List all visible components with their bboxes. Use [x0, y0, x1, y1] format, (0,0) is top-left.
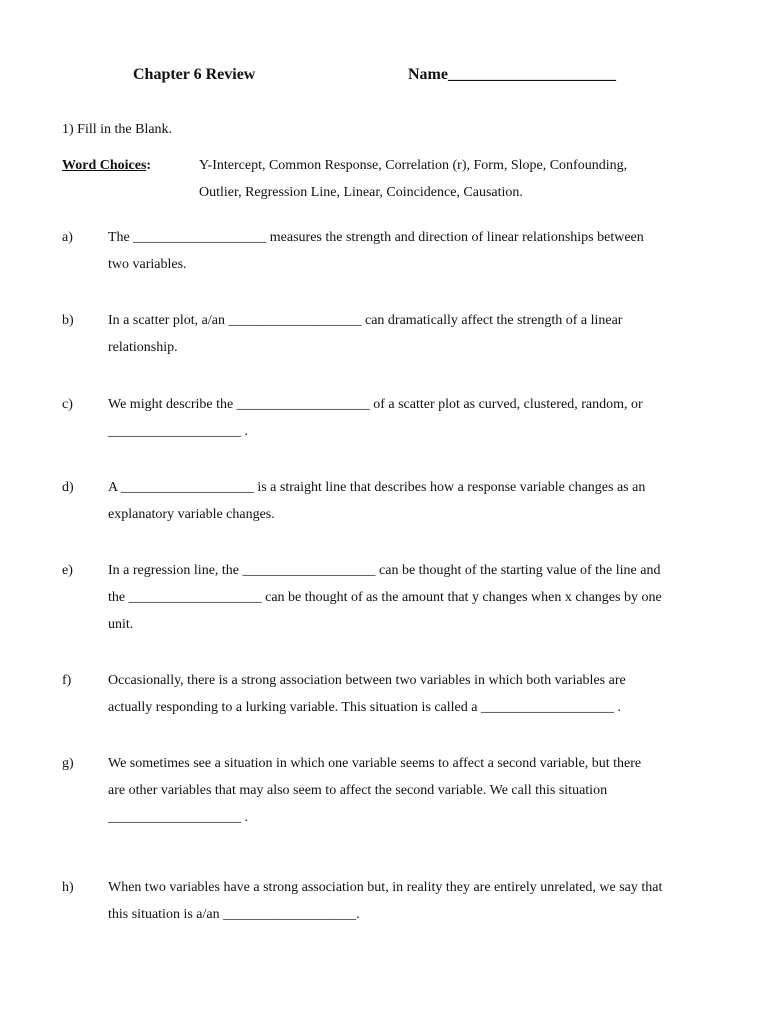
question-b-marker: b): [62, 313, 74, 328]
word-choices-label-group: [62, 158, 151, 174]
section-heading: 1) Fill in the Blank.: [62, 122, 173, 137]
question-g-marker: g): [62, 756, 74, 771]
word-choices-line-2: Outlier, Regression Line, Linear, Coincidence, Causation.: [199, 185, 523, 200]
question-g-line-1: We sometimes see a situation in which one variable seems to affect a second variable, but there: [108, 756, 642, 771]
question-h-marker: h): [62, 880, 74, 895]
question-f-line-1: Occasionally, there is a strong association between two variables in which both variables are: [108, 673, 626, 688]
question-d-line-2: explanatory variable changes.: [108, 507, 275, 522]
question-c-line-1: We might describe the ___________________ of a scatter plot as curved, clustered, random, or: [108, 397, 643, 412]
question-d-line-1: A ___________________ is a straight line that describes how a response variable changes as an: [108, 480, 646, 495]
question-c-marker: c): [62, 397, 73, 412]
question-h-line-1: When two variables have a strong association but, in reality they are entirely unrelated, we say that: [108, 880, 663, 895]
question-a-marker: a): [62, 230, 73, 245]
question-f-marker: f): [62, 673, 72, 688]
question-h-line-2: this situation is a/an ___________________.: [108, 907, 360, 922]
question-e-marker: e): [62, 563, 73, 578]
question-c-line-2: ___________________ .: [108, 424, 248, 439]
name-field[interactable]: Name_____________________: [408, 66, 616, 83]
word-choices-colon: :: [146, 158, 152, 173]
word-choices-line-1: Y-Intercept, Common Response, Correlation (r), Form, Slope, Confounding,: [199, 158, 628, 173]
question-d-marker: d): [62, 480, 74, 495]
page-title: Chapter 6 Review: [133, 66, 256, 83]
question-e-line-2: the ___________________ can be thought of as the amount that y changes when x changes by one: [108, 590, 662, 605]
question-g-line-3: ___________________ .: [108, 810, 248, 825]
question-g-line-2: are other variables that may also seem to affect the second variable. We call this situation: [108, 783, 608, 798]
question-a-line-1: The ___________________ measures the strength and direction of linear relationships between: [108, 230, 644, 245]
word-choices-label: Word Choices: [62, 158, 147, 173]
question-f-line-2: actually responding to a lurking variable. This situation is called a ___________________ .: [108, 700, 621, 715]
question-b-line-2: relationship.: [108, 340, 178, 355]
question-b-line-1: In a scatter plot, a/an ___________________ can dramatically affect the strength of a linear: [108, 313, 623, 328]
question-e-line-1: In a regression line, the ___________________ can be thought of the starting value of the line and: [108, 563, 661, 578]
question-a-line-2: two variables.: [108, 257, 187, 272]
question-e-line-3: unit.: [108, 617, 134, 632]
